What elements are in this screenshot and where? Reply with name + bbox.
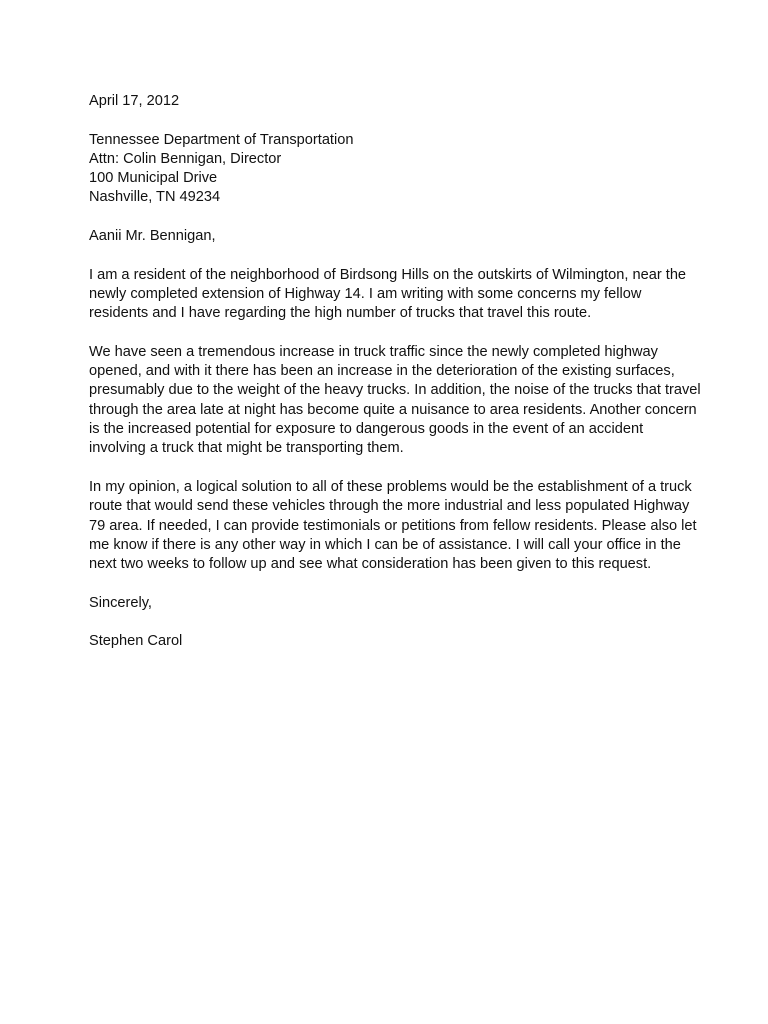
signature-name: Stephen Carol <box>89 633 183 650</box>
recipient-attention: Attn: Colin Bennigan, Director <box>89 150 282 167</box>
paragraph-line: through the area late at night has become quite a nuisance to area residents. Another concern <box>89 401 697 418</box>
recipient-organization: Tennessee Department of Transportation <box>89 131 354 148</box>
paragraph-line: route that would send these vehicles through the more industrial and less populated Highway <box>89 498 690 515</box>
paragraph-line: residents and I have regarding the high number of trucks that travel this route. <box>89 305 592 322</box>
paragraph-line: newly completed extension of Highway 14. I am writing with some concerns my fellow <box>89 285 642 302</box>
spacer <box>89 574 714 593</box>
spacer <box>89 111 714 130</box>
letter-body <box>89 92 714 652</box>
spacer <box>89 613 714 632</box>
paragraph-line: In my opinion, a logical solution to all of these problems would be the establishment of a truck <box>89 478 692 495</box>
letter-date: April 17, 2012 <box>89 93 180 109</box>
paragraph-line: We have seen a tremendous increase in truck traffic since the newly completed highway <box>89 343 658 360</box>
recipient-address <box>89 131 714 208</box>
paragraph-line: is the increased potential for exposure to dangerous goods in the event of an accident <box>89 421 644 438</box>
paragraph-line: involving a truck that might be transporting them. <box>89 440 404 457</box>
spacer <box>89 459 714 478</box>
closing: Sincerely, <box>89 594 152 611</box>
spacer <box>89 324 714 343</box>
paragraph-line: presumably due to the weight of the heavy trucks. In addition, the noise of the trucks that travel <box>89 382 701 399</box>
paragraph-3 <box>89 478 714 574</box>
paragraph-line: 79 area. If needed, I can provide testimonials or petitions from fellow residents. Please also let <box>89 517 697 534</box>
paragraph-1 <box>89 266 714 324</box>
paragraph-line: next two weeks to follow up and see what consideration has been given to this request. <box>89 556 652 573</box>
recipient-street: 100 Municipal Drive <box>89 170 218 187</box>
salutation: Aanii Mr. Bennigan, <box>89 228 216 245</box>
paragraph-2 <box>89 343 714 459</box>
paragraph-line: opened, and with it there has been an increase in the deterioration of the existing surfaces, <box>89 363 675 380</box>
spacer <box>89 208 714 227</box>
recipient-city: Nashville, TN 49234 <box>89 189 221 206</box>
paragraph-line: I am a resident of the neighborhood of Birdsong Hills on the outskirts of Wilmington, near the <box>89 266 687 283</box>
paragraph-line: me know if there is any other way in which I can be of assistance. I will call your office in the <box>89 536 681 553</box>
spacer <box>89 246 714 265</box>
